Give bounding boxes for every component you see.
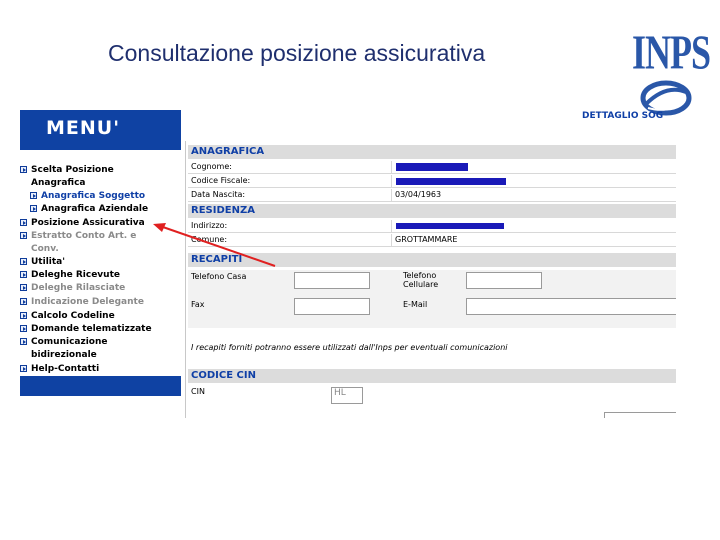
telefono-cellulare-label-1: Telefono [403, 271, 437, 280]
menu-item-anagrafica[interactable]: Anagrafica [31, 177, 86, 188]
comune-value: GROTTAMMARE [391, 234, 676, 247]
menu-item-domande-telematizzate[interactable]: Domande telematizzate [20, 322, 152, 335]
menu-item-help-contatti[interactable]: Help-Contatti [20, 362, 99, 375]
menu-item-deleghe-ricevute[interactable]: Deleghe Ricevute [20, 268, 120, 281]
menu-item-anagrafica-soggetto[interactable]: Anagrafica Soggetto [20, 189, 145, 202]
slide-title: Consultazione posizione assicurativa [108, 40, 486, 66]
section-anagrafica: ANAGRAFICA [188, 145, 676, 159]
telefono-cellulare-label-2: Cellulare [403, 280, 439, 289]
comune-label: Comune: [191, 235, 228, 244]
menu-item-utilita[interactable]: Utilita' [20, 255, 65, 268]
cognome-label: Cognome: [191, 162, 232, 171]
data-nascita-value: 03/04/1963 [391, 189, 676, 202]
cin-label: CIN [191, 387, 205, 396]
inps-logo-text: INPS [632, 25, 711, 80]
menu-item-indicazione-delegante[interactable]: Indicazione Delegante [20, 295, 144, 308]
section-recapiti: RECAPITI [188, 253, 676, 267]
menu-item-anagrafica-aziendale[interactable]: Anagrafica Aziendale [20, 202, 148, 215]
codice-fiscale-label: Codice Fiscale: [191, 176, 251, 185]
section-codice-cin: CODICE CIN [188, 369, 676, 383]
data-nascita-label: Data Nascita: [191, 190, 246, 199]
menu-item-calcolo-codeline[interactable]: Calcolo Codeline [20, 309, 115, 322]
email-label: E-Mail [403, 300, 428, 309]
recapiti-note: I recapiti forniti potranno essere utilizzati dall'Inps per eventuali comunicazioni [191, 343, 508, 352]
menu-item-comunicazione-line2[interactable]: bidirezionale [31, 349, 97, 360]
fax-label: Fax [191, 300, 205, 309]
detail-header: DETTAGLIO SOG [582, 111, 664, 121]
menu-item-estratto-conto-line2[interactable]: Conv. [31, 243, 59, 254]
menu-title: MENU' [46, 117, 121, 139]
section-residenza: RESIDENZA [188, 204, 676, 218]
menu-item-estratto-conto[interactable]: Estratto Conto Art. e [20, 229, 136, 242]
menu-item-deleghe-rilasciate[interactable]: Deleghe Rilasciate [20, 281, 125, 294]
menu-item-posizione-assicurativa[interactable]: Posizione Assicurativa [20, 216, 145, 229]
menu-item-scelta-posizione[interactable]: Scelta Posizione [20, 163, 114, 176]
cin-input[interactable]: HL [331, 387, 363, 404]
indirizzo-label: Indirizzo: [191, 221, 228, 230]
telefono-casa-label: Telefono Casa [191, 272, 247, 281]
menu-item-comunicazione[interactable]: Comunicazione [20, 335, 108, 348]
